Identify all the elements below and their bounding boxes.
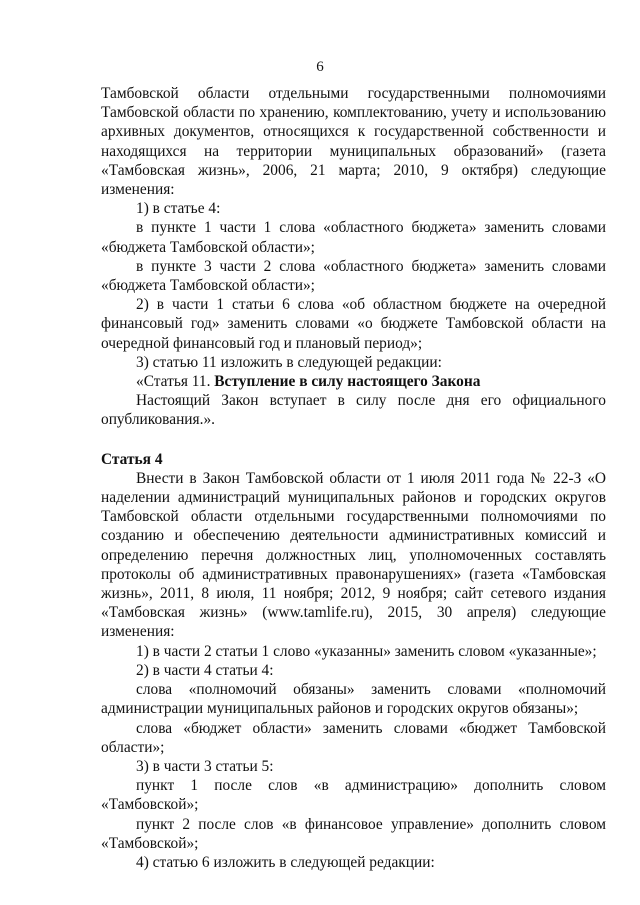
text-line: очередной финансовый год и плановый период»; [101, 334, 423, 352]
text-line: пункт 1 после слов «в администрацию» дополнить словом [136, 777, 606, 795]
quote-heading [101, 372, 606, 391]
text-line: Тамбовской области отдельными государственными полномочиями по [101, 508, 606, 526]
text-line: слова «бюджет области» заменить словами «бюджет Тамбовской [136, 719, 606, 737]
text-line: жизнь», 2011, 8 июля, 11 ноября; 2012, 9 ноября; сайт сетевого издания [101, 585, 606, 603]
text-line: Тамбовской области отдельными государственными полномочиями [101, 85, 606, 102]
text-line: «Тамбовская жизнь» (www.tamlife.ru), 2015, 30 апреля) следующие [101, 604, 606, 622]
text-line: изменения: [101, 181, 175, 199]
text-line: пункт 2 после слов «в финансовое управление» дополнить словом [136, 815, 606, 833]
text-line: созданию и обеспечению деятельности административных комиссий и [101, 527, 606, 545]
text-line: финансовый год» заменить словами «о бюджете Тамбовской области на [101, 315, 606, 333]
article-heading: Статья 4 [101, 450, 163, 468]
text-line: наделении администраций муниципальных районов и городских округов [101, 489, 606, 507]
text-line: в пункте 3 части 2 слова «областного бюджета» заменить словами [136, 257, 606, 275]
text-line: Настоящий Закон вступает в силу после дня его официального [136, 392, 606, 410]
list-item: 1) в части 2 статьи 1 слово «указанны» заменить словом «указанные»; [136, 642, 597, 660]
list-item: 4) статью 6 изложить в следующей редакции: [136, 853, 435, 871]
list-item: 1) в статье 4: [136, 200, 221, 218]
text-line: в пункте 1 части 1 слова «областного бюджета» заменить словами [136, 219, 606, 237]
text-line: изменения: [101, 623, 175, 641]
text-line: опубликования.». [101, 411, 216, 429]
text-line: «бюджета Тамбовской области»; [101, 277, 315, 295]
spacer [101, 430, 606, 450]
list-item: 2) в части 4 статьи 4: [136, 661, 274, 679]
list-item: 3) статью 11 изложить в следующей редакции: [136, 353, 442, 371]
document-body [101, 84, 606, 872]
text-line: «Тамбовская жизнь», 2006, 21 марта; 2010, 9 октября) следующие [101, 161, 606, 179]
text-line: определению перечня должностных лиц, уполномоченных составлять [101, 546, 606, 564]
text-line: Тамбовской области по хранению, комплектованию, учету и использованию [101, 104, 606, 122]
text-line: слова «полномочий обязаны» заменить словами «полномочий [136, 681, 606, 699]
text-line: протоколы об административных правонарушениях» (газета «Тамбовская [101, 565, 606, 583]
quote-prefix: «Статья 11. [136, 373, 215, 391]
text-line: 2) в части 1 статьи 6 слова «об областном бюджете на очередной [136, 296, 606, 314]
text-line: области»; [101, 738, 165, 756]
list-item: 3) в части 3 статьи 5: [136, 757, 274, 775]
quote-title: Вступление в силу настоящего Закона [214, 373, 481, 391]
text-line: «Тамбовской»; [101, 834, 199, 852]
text-line: администрации муниципальных районов и городских округов обязаны»; [101, 700, 579, 718]
text-line: «бюджета Тамбовской области»; [101, 238, 315, 256]
text-line: находящихся на территории муниципальных образований» (газета [101, 142, 606, 160]
text-line: Внести в Закон Тамбовской области от 1 июля 2011 года № 22-З «О [136, 469, 606, 487]
text-line: «Тамбовской»; [101, 796, 199, 814]
text-line: архивных документов, относящихся к государственной собственности и [101, 123, 606, 141]
page-number: 6 [316, 59, 324, 75]
